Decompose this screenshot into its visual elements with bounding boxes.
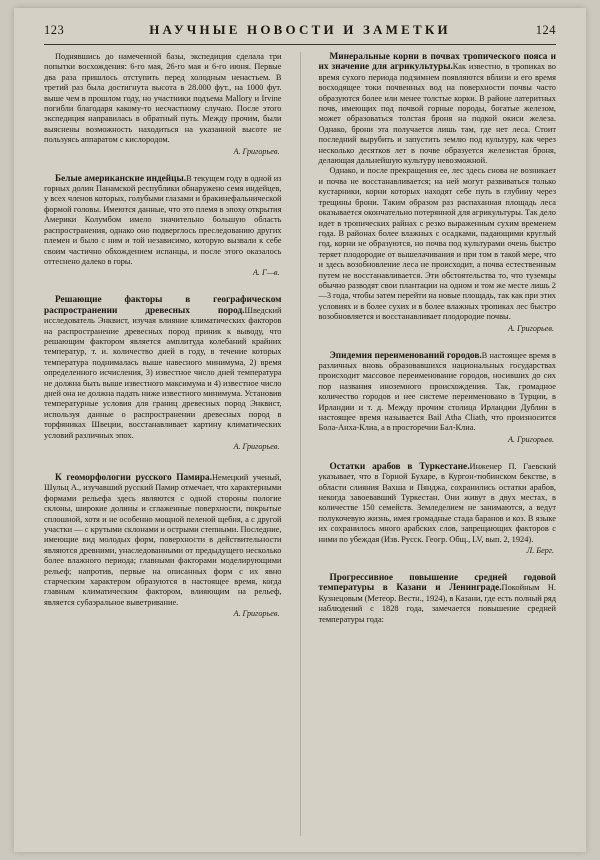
article-body: Немецкий ученый, Шульц А., изучавший русский Памир отмечает, что характерными формами рельефа здесь являются с одной стороны пологие склоны, широкие долины и сглаженные поверхности, покрытые сплошной, хотя и не особенно мощной пеленой щебня, а с другой участки — с крутыми склонами и острыми степными. Последние, имеющие вид молодых форм, поверхности в действительности являются древними, унаследованными от предыдущего несколько более влажного периода; главными факторами моделирующими рельеф; напротив, первые на описанных форм с их явно старческим характером образуются в настоящее время, когда главным климатическим фактором, влияющим на рельеф, является субаэральное выветривание.: [44, 473, 282, 607]
article-body: В текущем году в одной из горных долин Панамской республики обнаружено семя индейцев, у всех членов которых, голубыми глазами и бракинефальнической формой головы. Имеются данные, что это племя в эпоху открытия Америки Колумбом имело значительно большую область распространения, однако оно подверглось преследованию других племен и было с ним и той независимо, которую вызвали к себе своим частично обхождением испанцы, и после этого оказалось оттеснено далеко в горы.: [44, 173, 282, 266]
article-title: К геоморфологии русского Памира.: [55, 473, 212, 483]
article-american-indians: [44, 174, 282, 278]
article-title: Минеральные корни в почвах тропического пояса и их значение для агрикультуры.: [318, 52, 556, 73]
article-signature: А. Григорьев.: [507, 323, 554, 333]
header-rule: [44, 44, 556, 45]
article-pamir-geomorphology: [44, 473, 282, 618]
article-body: В настоящее время в различных вновь образовавшихся национальных государствах происходит массовое переименование городов, носивших до сих пор названия иноземного происхождения. Так, громадное количество городов и нее системе переименовано в Турции, в Ирландии и т. д. Между прочим столица Ирландии Дублин в настоящее время называется Bail Atha Cliath, что произносится Бола-Анха-Клиа, а в просторечии Бал-Клиа.: [318, 350, 557, 433]
two-column-body: [44, 52, 556, 836]
article-body: Шведский исследователь Энквист, изучая влияние климатических факторов на распространение древесных пород приник к выводу, что решающим фактором является амплитуда колебаний крайних температур, т. и. количество дней в году, в течение которых температура поднималась выше навесного минимума, 2) время определенного исчисления, 3) известное число дней температура не должна быть выше известного максимума и 4) известное число дней она не должна падать ниже известного минимума. Установив температурные условия для границ древесных пород Энквист, используя данные о распространении древесных пород в торфяниках Швеции, восстанавливает картину климатических условий различных эпох.: [44, 305, 282, 440]
article-title: Остатки арабов в Туркестане.: [329, 461, 470, 472]
article-city-renaming: [319, 351, 557, 444]
page-sheet: [14, 8, 586, 852]
article-signature: А. Г—в.: [252, 268, 280, 278]
article-body: Поднявшись до намеченной базы, экспедиция сделала три попытки восхождения: 6-го мая, 26-го мая и 6-го июня. Первые два раза пришлось отступить перед холодным ненастьем. В третий раз была достигнута высота в 28.000 фут., на 1000 фут. выше чем в прошлом году, но участники подъема Mallory и Irvine погибли благодаря какому-то несчастному случаю. После этого экспедиция направилась в обратный путь. Между прочим, были выяснены возможность находиться на указанной высоте не пользуясь аппаратом с кислородом.: [44, 52, 282, 145]
article-expedition: [44, 52, 282, 156]
article-mineral-roots: [319, 52, 557, 333]
article-signature: Л. Берг.: [526, 546, 554, 556]
right-column: [319, 52, 557, 836]
column-divider: [300, 52, 301, 836]
article-body: Покойным Н. Кузнецовым (Метеор. Вестн., 1924), в Казани, где есть полный ряд наблюдений с 1828 года, замечается повышение средней температуры года:: [318, 583, 556, 624]
article-title: Белые американские индейцы.: [55, 173, 187, 184]
article-signature: А. Григорьев.: [233, 609, 280, 619]
article-title: Эпидемия переименований городов.: [329, 350, 482, 361]
article-temperature-rise: [319, 573, 557, 625]
article-body-continued: Однако, и после прекращения ее, лес здесь снова не возникает и почва не восстанавливается; на ней могут развиваться только кустарники, корни которых находят себе путь в глубину через трещины брони. Таким образом раз распаханная площадь леса оказывается окончательно потерянной для агрикультуры. Так дело идет в тропических райнах с резко выраженным сухим временем года. В районах более влажных с осадками, падающими круглый год, корни не образуются, но почва под культурами очень быстро теряет плодородие от вышелачивания и при том в такой мере, что и здесь возобновление леса не происходит, а почва естественным путем не восстанавливается. Эти обстоятельства то, что туземцы обычно разводят свои плантации на одном и том же месте лишь 2—3 года, чтобы затем перейти на новые площадь, так как при этих условиях и в более сухих и в более влажных тропиках лес быстро возобновляется и восстанавливает плодородие почвы.: [318, 166, 556, 322]
article-tree-species: [44, 295, 282, 451]
right-page-number: 124: [535, 23, 556, 37]
article-title: Прогрессивное повышение средней годовой температуры в Казани и Ленинграде.: [318, 573, 556, 594]
running-title: НАУЧНЫЕ НОВОСТИ И ЗАМЕТКИ: [149, 22, 451, 37]
left-column: [44, 52, 282, 836]
article-signature: А. Григорьев.: [233, 146, 280, 156]
left-page-number: 123: [44, 23, 65, 37]
article-body: Инженер П. Гаевский указывает, что в Горной Бухаре, в Кургон-тюбинском бекстве, в области слияния Вахша и Пянджа, сохранились остатки арабов, некогда завоевавший Туркестан. Они живут в двух местах, в количестве 150 семейств. Земледелием не занимаются, а ведут полукочевую жизнь, имея громадные стада баранов и коз. В языке их сохранилось много арабских слов, запрещающих факторов с ними по убеждая (Изв. Русск. Геогр. Общ., LV, вып. 2, 1924).: [318, 461, 556, 544]
article-signature: А. Григорьев.: [233, 442, 280, 451]
article-title: Решающие факторы в географическом распространении древесных пород.: [44, 295, 282, 316]
page-header: [44, 22, 556, 44]
article-signature: А. Григорьев.: [507, 434, 554, 444]
article-body: Как известно, в тропиках во время сухого периода подзимнем появляются вблизи и его время восходящее токи почвенных вод на поверхности почвы часто образуются более или менее толстые корки. В районе латеритных почв, имеющих под почвой горные породы, богатые железом, может образоваться толстая броня на подкой окиси железа. Однако, брони эта получается лишь там, где нет леса. Стоит последний вырубить и запустить землю под культуру, как через несколько десятков лет в почве образуется железистая броня, делающая дальнейшую культуру невозможной.: [318, 62, 556, 166]
article-arab-remnants: [319, 462, 557, 555]
